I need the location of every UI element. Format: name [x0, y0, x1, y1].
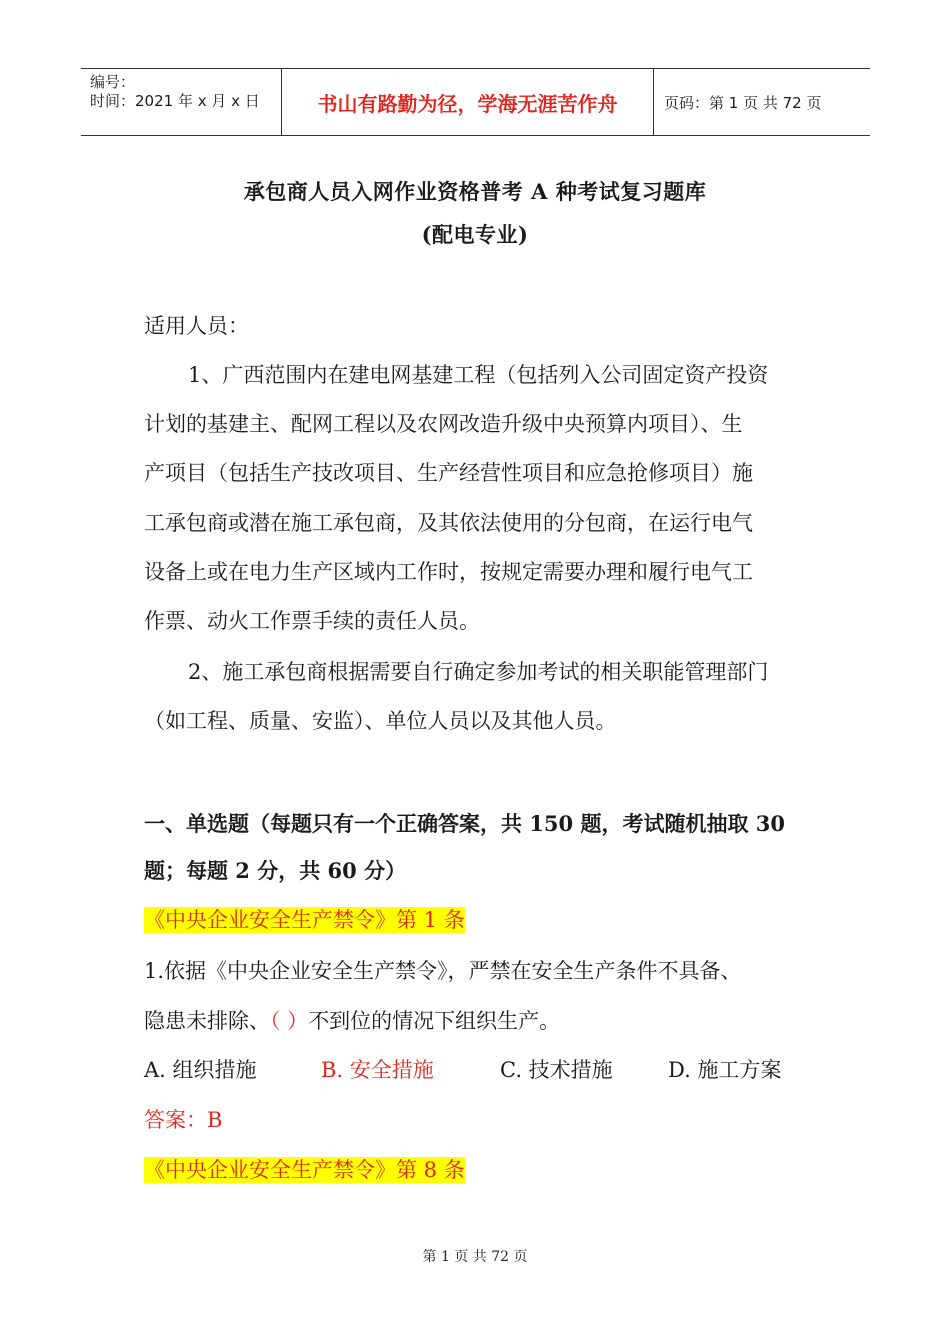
section-heading: 一、单选题（每题只有一个正确答案，共 150 题，考试随机抽取 30	[144, 811, 785, 836]
stem-text: 隐患未排除、	[144, 1009, 270, 1033]
question-source-highlight: 《中央企业安全生产禁令》第 1 条	[144, 908, 465, 932]
page-footer: 第 1 页 共 72 页	[422, 1249, 528, 1265]
option-c: C. 技术措施	[500, 1058, 613, 1082]
time-label: 时间：2021 年 x 月 x 日	[90, 92, 260, 110]
option-a: A. 组织措施	[144, 1058, 257, 1082]
document-title: 承包商人员入网作业资格普考 A 种考试复习题库	[243, 179, 707, 204]
para2-line: （如工程、质量、安监）、单位人员以及其他人员。	[144, 709, 617, 733]
applicable-heading: 适用人员：	[144, 314, 249, 338]
serial-label: 编号：	[90, 73, 136, 91]
stem-text: 不到位的情况下组织生产。	[308, 1009, 561, 1033]
option-b-correct: B. 安全措施	[321, 1058, 434, 1082]
para1-line: 作票、动火工作票手续的责任人员。	[144, 609, 480, 633]
page-header	[81, 68, 870, 136]
answer-text: 答案：B	[144, 1108, 223, 1132]
para1-line: 设备上或在电力生产区域内工作时，按规定需要办理和履行电气工	[144, 560, 753, 584]
header-motto: 书山有路勤为径，学海无涯苦作舟	[282, 69, 654, 135]
header-meta	[81, 69, 282, 135]
document-subtitle: (配电专业)	[421, 222, 529, 247]
answer-blank: （ ）	[270, 1009, 309, 1033]
section-heading-cont: 题；每题 2 分，共 60 分）	[144, 858, 407, 883]
header-page-info: 页码：第 1 页 共 72 页	[664, 93, 822, 112]
para1-line: 产项目（包括生产技改项目、生产经营性项目和应急抢修项目）施	[144, 461, 753, 485]
option-d: D. 施工方案	[668, 1058, 782, 1082]
para1-line: 工承包商或潜在施工承包商，及其依法使用的分包商，在运行电气	[144, 511, 753, 535]
para2-line: 2、施工承包商根据需要自行确定参加考试的相关职能管理部门	[188, 660, 769, 684]
question-source-highlight: 《中央企业安全生产禁令》第 8 条	[144, 1158, 465, 1182]
question-stem-line2	[144, 1008, 560, 1034]
para1-line: 计划的基建主、配网工程以及农网改造升级中央预算内项目）、生	[144, 412, 743, 436]
para1-line: 1、广西范围内在建电网基建工程（包括列入公司固定资产投资	[188, 363, 769, 387]
question-stem: 1.依据《中央企业安全生产禁令》，严禁在安全生产条件不具备、	[144, 959, 742, 983]
